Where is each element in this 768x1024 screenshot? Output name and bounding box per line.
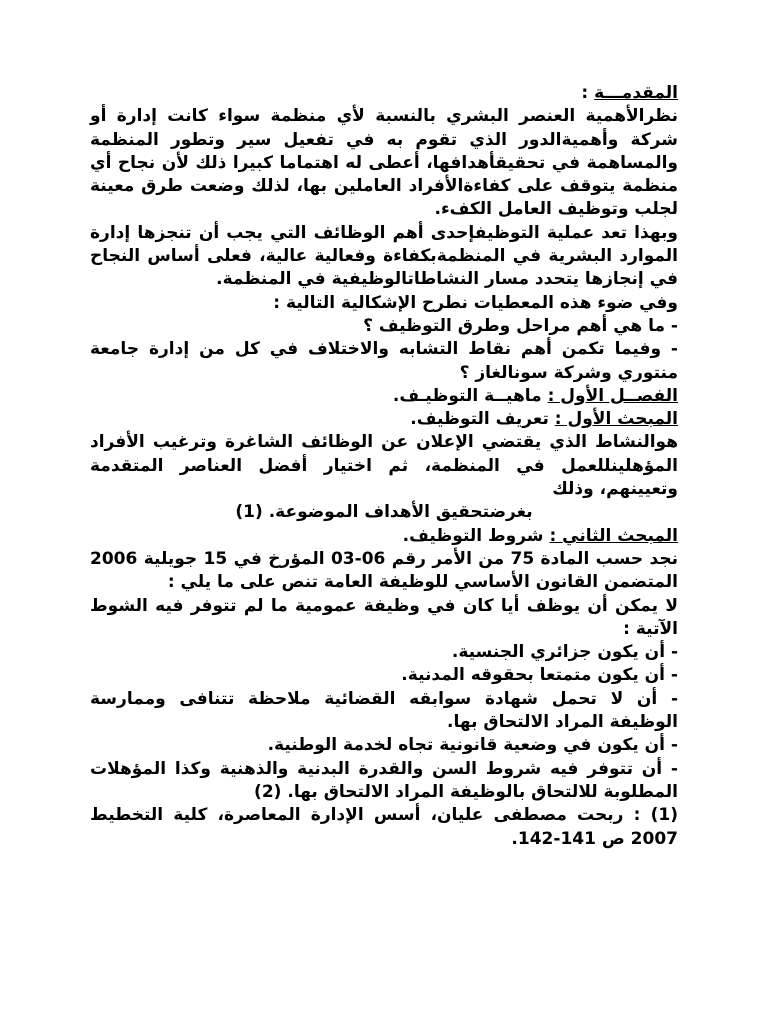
condition-item: - أن يكون جزائري الجنسية. <box>451 642 678 663</box>
chapter-1-heading <box>90 385 678 408</box>
section-2-paragraph-2: لا يمكن أن يوظف أيا كان في وظيفة عمومية ما لم تتوفر فيه الشوط الآتية : <box>90 595 678 639</box>
section-2-paragraph-1: نجد حسب المادة 75 من الأمر رقم 06-03 المؤرخ في 15 جويلية 2006 المتضمن القانون الأساسي للوظيفة العامة تنص على ما يلي : <box>90 548 678 593</box>
chapter-1-label: الفصــل الأول : <box>547 385 678 406</box>
section-2-title: شروط التوظيف. <box>402 525 550 546</box>
problem-statement: وفي ضوء هذه المعطيات نطرح الإشكالية التالية : <box>273 292 678 313</box>
intro-heading-colon: : <box>581 83 595 103</box>
research-question-1: - ما هي أهم مراحل وطرق التوظيف ؟ <box>363 315 678 336</box>
condition-item: - أن يكون في وضعية قانونية تجاه لخدمة الوطنية. <box>267 735 678 756</box>
section-1-title: تعريف التوظيف. <box>410 409 555 430</box>
section-1-paragraph: هوالنشاط الذي يقتضي الإعلان عن الوظائف الشاغرة وترغيب الأفراد المؤهلينللعمل في المنظمة، ثم اختيار أفضل العناصر المتقدمة وتعيينهم، وذلك <box>90 432 678 500</box>
intro-heading-line <box>90 82 678 105</box>
research-question-2: - وفيما تكمن أهم نقاط التشابه والاختلاف في كل من إدارة جامعة منتوري وشركة سونالغاز ؟ <box>90 339 678 383</box>
condition-item: - أن يكون متمتعا بحقوقه المدنية. <box>401 665 678 686</box>
section-2-label: المبحث الثاني : <box>549 525 678 546</box>
condition-item: - أن لا تحمل شهادة سوابقه القضائية ملاحظة تتنافى وممارسة الوظيفة المراد الالتحاق بها. <box>90 688 678 733</box>
intro-paragraph-2: وبهذا تعد عملية التوظيفإحدى أهم الوظائف التي يجب أن تنجزها إدارة الموارد البشرية في المنظمةبكفاءة وفعالية عالية، فعلى أساس النجاح في إنجازها يتحدد مسار النشاطاتالوظيفية في المنظمة. <box>90 222 678 290</box>
section-1-heading <box>90 408 678 431</box>
condition-item: - أن تتوفر فيه شروط السن والقدرة البدنية والذهنية وكذا المؤهلات المطلوبة للالتحاق بالوظيفة المراد الالتحاق بها. (2) <box>90 758 678 802</box>
section-1-label: المبحث الأول : <box>554 409 678 430</box>
section-1-paragraph-end: بغرضتحقيق الأهداف الموضوعة. (1) <box>235 502 533 523</box>
footnote: (1) : ربحت مصطفى عليان، أسس الإدارة المعاصرة، كلية التخطيط 2007 ص 141-142. <box>90 805 678 849</box>
document-page <box>90 82 678 851</box>
intro-paragraph-1: نظرالأهمية العنصر البشري بالنسبة لأي منظمة سواء كانت إدارة أو شركة وأهميةالدور الذي تقوم به في تفعيل سير وتطور المنظمة والمساهمة في تحقيقأهدافها، أعطى له اهتماما كبيرا ذلك لأن نجاح أي منظمة يتوقف على كفاءةالأفراد العاملين بها، لذلك وضعت طرق معينة لجلب وتوظيف العامل الكفء. <box>90 106 678 220</box>
intro-heading: المقدمـــة <box>594 83 678 103</box>
section-2-heading <box>90 525 678 548</box>
chapter-1-title: ماهيــة التوظيـف. <box>392 385 548 406</box>
